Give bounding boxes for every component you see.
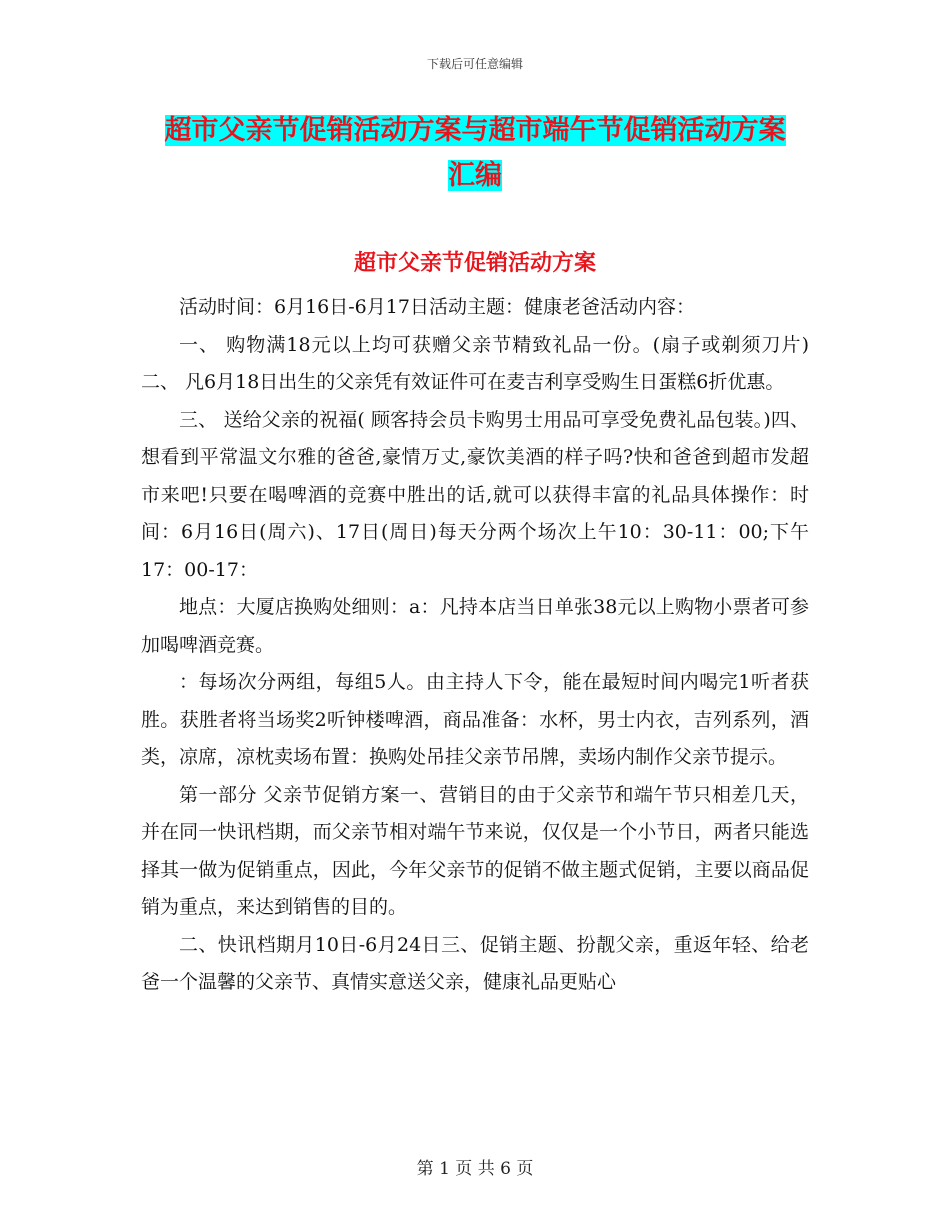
document-title-line-1: 超市父亲节促销活动方案与超市端午节促销活动方案 — [164, 115, 786, 146]
page-footer: 第 1 页 共 6 页 — [416, 1159, 534, 1179]
paragraph: 第一部分 父亲节促销方案一、营销目的由于父亲节和端午节只相差几天，并在同一快讯档期，而父亲节相对端午节来说，仅仅是一个小节日，两者只能选择其一做为促销重点，因此，今年父亲节的促销不做主题式促销，主要以商品促销为重点，来达到销售的目的。 — [141, 783, 809, 918]
header-note: 下载后可任意编辑 — [426, 57, 523, 71]
document-title-line-2: 汇编 — [448, 160, 502, 191]
paragraph: 地点：大厦店换购处细则：a：凡持本店当日单张38元以上购物小票者可参加喝啤酒竞赛。 — [141, 596, 809, 656]
section-title: 超市父亲节促销活动方案 — [353, 250, 596, 276]
paragraph: 二、快讯档期月10日-6月24日三、促销主题、扮靓父亲，重返年轻、给老爸一个温馨的父亲节、真情实意送父亲，健康礼品更贴心 — [141, 933, 809, 993]
paragraph: 活动时间：6月16日-6月17日活动主题：健康老爸活动内容： — [179, 296, 695, 318]
paragraph: 三、 送给父亲的祝福( 顾客持会员卡购男士用品可享受免费礼品包装。)四、 想看到平常温文尔雅的爸爸,豪情万丈,豪饮美酒的样子吗?快和爸爸到超市发超市来吧!只要在喝啤酒的竞赛中胜出的话,就可以获得丰富的礼品具体操作：时间：6月16日(周六)、17日(周日)每天分两个场次上午10：30-11：00;下午17：00-17： — [141, 408, 809, 581]
body-text — [141, 289, 809, 1002]
paragraph: ：每场次分两组，每组5人。由主持人下令，能在最短时间内喝完1听者获胜。获胜者将当场奖2听钟楼啤酒，商品准备：水杯，男士内衣，吉列系列，酒类，凉席，凉枕卖场布置：换购处吊挂父亲节吊牌，卖场内制作父亲节提示。 — [141, 671, 809, 768]
paragraph: 一、 购物满18元以上均可获赠父亲节精致礼品一份。(扇子或剃须刀片)二、 凡6月18日出生的父亲凭有效证件可在麦吉利享受购生日蛋糕6折优惠。 — [141, 333, 809, 393]
document-title — [140, 108, 810, 198]
